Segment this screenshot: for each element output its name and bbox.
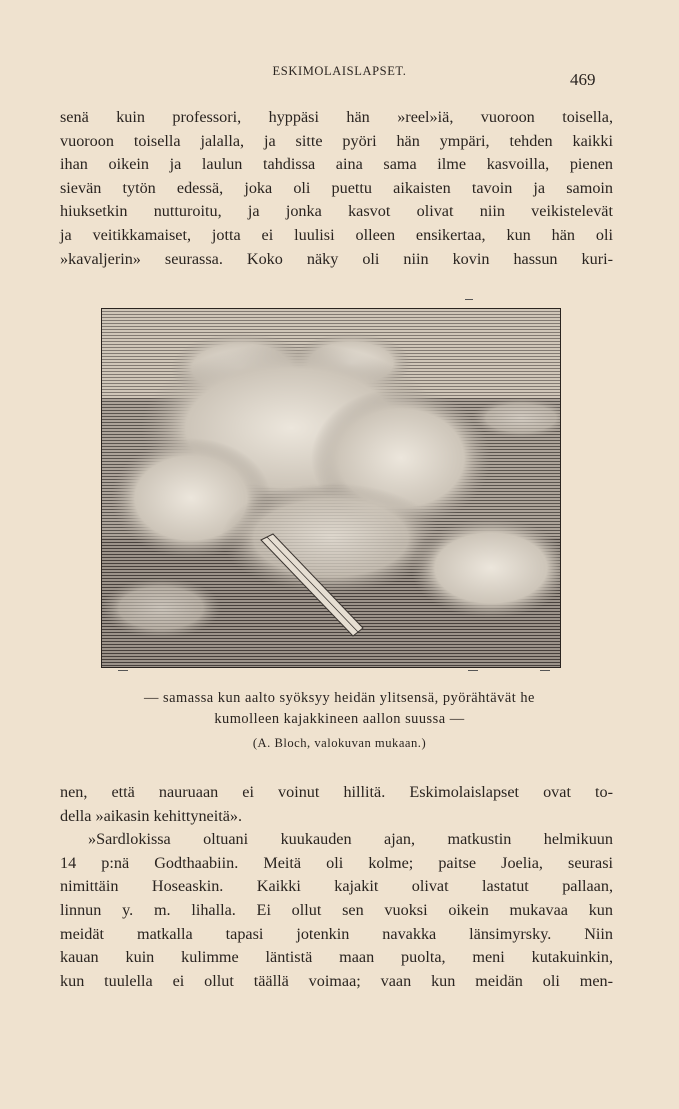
text-line: ja veitikkamaiset, jotta ei luulisi olleen ensikertaa, kun hän oli [60,225,613,244]
text-line: nen, että nauruaan ei voinut hillitä. Eskimolaislapset ovat to- [60,783,613,801]
text-line: nimittäin Hoseaskin. Kaikki kajakit olivat lastatut pallaan, [60,877,613,896]
body-text-top [60,106,613,271]
text-line: sievän tytön edessä, joka oli puettu aikaisten tavoin ja samoin [60,178,613,197]
text-line: »kavaljerin» seurassa. Koko näky oli niin kovin hassun kuri- [60,249,613,268]
text-line: 14 p:nä Godthaabiin. Meitä oli kolme; paitse Joelia, seurasi [60,853,613,872]
text-line: della »aikasin kehittyneitä». [60,806,243,825]
text-line: kun tuulella ei ollut täällä voimaa; vaan kun meidän oli men- [60,971,613,990]
print-mark [540,670,550,671]
print-mark [118,670,128,671]
text-line: kauan kuin kulimme läntistä maan puolta, meni kutakuinkin, [60,948,613,967]
body-text-bottom [60,781,613,993]
caption-line: kumolleen kajakkineen aallon suussa — [214,711,465,727]
text-line: meidät matkalla tapasi jotenkin navakka länsimyrsky. Niin [60,924,613,943]
text-line: »Sardlokissa oltuani kuukauden ajan, matkustin helmikuun [88,830,613,849]
figure-credit: (A. Bloch, valokuvan mukaan.) [252,736,427,750]
text-line: linnun y. m. lihalla. Ei ollut sen vuoksi oikein mukavaa kun [60,900,613,919]
text-line: ihan oikein ja laulun tahdissa aina sama ilme kasvoilla, pienen [60,155,613,174]
figure-caption [0,688,679,730]
running-head: ESKIMOLAISLAPSET. [272,64,407,78]
print-mark [468,670,478,671]
caption-line: — samassa kun aalto syöksyy heidän ylitsensä, pyörähtävät he [144,690,535,706]
print-mark [465,299,473,300]
text-line: hiuksetkin nutturoitu, ja jonka kasvot olivat niin veikistelevät [60,202,613,221]
page-number: 469 [570,70,596,89]
engraving-breaking-wave [101,308,561,668]
text-line: senä kuin professori, hyppäsi hän »reel»iä, vuoroon toisella, [60,108,613,126]
text-line: vuoroon toisella jalalla, ja sitte pyöri hän ympäri, tehden kaikki [60,131,613,150]
